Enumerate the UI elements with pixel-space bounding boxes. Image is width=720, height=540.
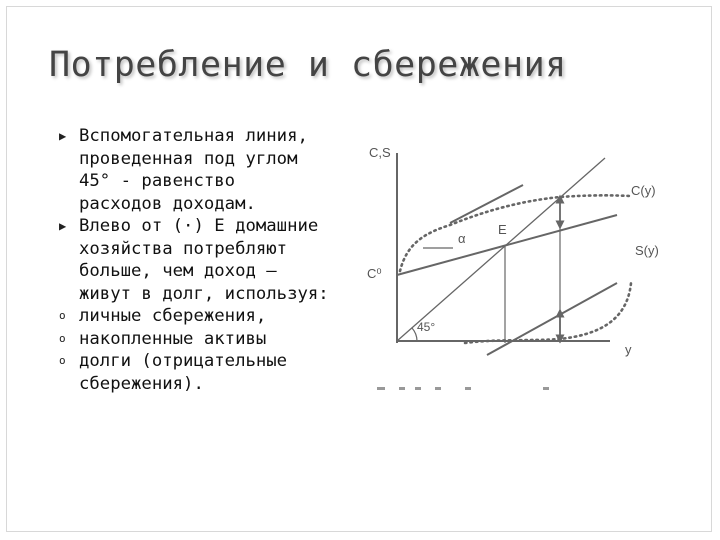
circle-icon: o — [59, 354, 66, 367]
bullet-line: 45° - равенство — [79, 171, 236, 191]
bullet-item — [55, 305, 355, 328]
helper-45-line — [397, 158, 605, 341]
triangle-icon: ▶ — [59, 219, 67, 233]
bullet-line: личные сбережения, — [79, 306, 267, 326]
consumption-curve — [400, 195, 630, 271]
bullet-line: сбережения). — [79, 373, 204, 394]
circle-icon: o — [59, 331, 66, 345]
saving-label: S(y) — [635, 243, 659, 258]
cropped-caption-fragments — [377, 387, 549, 390]
bullet-item — [55, 328, 355, 351]
bullet-line: расходов доходам. — [79, 193, 256, 214]
bullet-line: долги (отрицательные — [79, 351, 288, 371]
slide-title: Потребление и сбережения — [49, 45, 567, 85]
bullet-item — [55, 125, 355, 215]
angle-label: 45° — [417, 320, 436, 334]
bullet-list — [55, 125, 355, 395]
equilibrium-label: E — [498, 222, 507, 237]
autonomous-label: C⁰ — [367, 266, 382, 281]
circle-icon: o — [59, 309, 66, 322]
bullet-item — [55, 215, 355, 305]
saving-curve — [465, 283, 631, 343]
consumption-label: C(y) — [631, 183, 656, 198]
bullet-line: проведенная под углом — [79, 148, 298, 169]
bullet-line: больше, чем доход – — [79, 261, 277, 281]
x-axis-label: y — [625, 342, 632, 357]
bullet-line: живут в долг, используя: — [79, 283, 329, 304]
bullet-line: Вспомогательная линия, — [79, 126, 308, 146]
bullet-line: накопленные активы — [79, 328, 267, 349]
consumption-line — [397, 215, 617, 275]
slide — [6, 6, 712, 532]
bullet-line: Влево от (·) Е домашние — [79, 216, 319, 236]
y-axis-label: C,S — [369, 145, 391, 160]
consumption-saving-diagram — [355, 133, 705, 395]
saving-line — [487, 283, 617, 355]
alpha-label: α — [458, 231, 466, 246]
triangle-icon: ▶ — [59, 129, 67, 143]
bullet-item — [55, 350, 355, 395]
bullet-line: хозяйства потребляют — [79, 238, 288, 259]
